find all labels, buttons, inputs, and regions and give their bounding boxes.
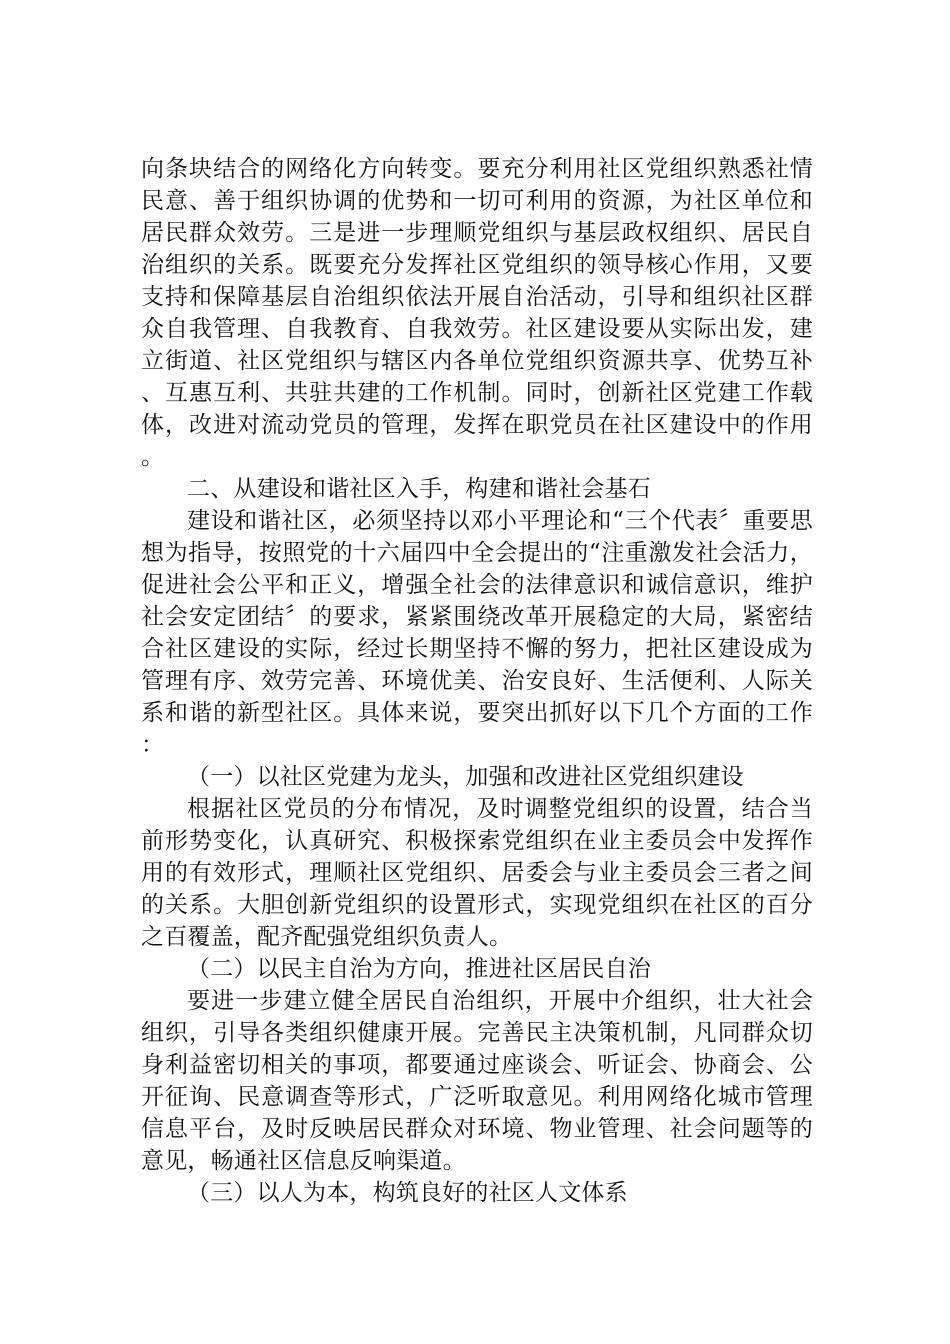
subsection-heading-3: （三）以人为本，构筑良好的社区人文体系 [187, 1180, 628, 1206]
subsection-heading-1: （一）以社区党建为龙头，加强和改进社区党组织建设 [187, 764, 744, 790]
paragraph-resident-autonomy: 要进一步建立健全居民自治组织，开展中介组织，壮大社会组织，引导各类组织健康开展。完善民主决策机制，凡同群众切身利益密切相关的事项，都要通过座谈会、听证会、协商会、公开征询、民意调查等形式，广泛听取意见。利用网络化城市管理信息平台，及时反映居民群众对环境、物业管理、社会问题等的意见，畅通社区信息反响渠道。 [141, 988, 813, 1174]
section-heading-2: 二、从建设和谐社区入手，构建和谐社会基石 [187, 476, 651, 502]
paragraph-harmonious-community: 建设和谐社区，必须坚持以邓小平理论和“三个代表〞重要思想为指导，按照党的十六届四中全会提出的“注重激发社会活力，促进社会公平和正义，增强全社会的法律意识和诚信意识，维护社会安定团结〞的要求，紧紧围绕改革开展稳定的大局，紧密结合社区建设的实际，经过长期坚持不懈的努力，把社区建设成为管理有序、效劳完善、环境优美、治安良好、生活便利、人际关系和谐的新型社区。具体来说，要突出抓好以下几个方面的工作： [141, 508, 813, 758]
paragraph-party-organization: 根据社区党员的分布情况，及时调整党组织的设置，结合当前形势变化，认真研究、积极探索党组织在业主委员会中发挥作用的有效形式，理顺社区党组织、居委会与业主委员会三者之间的关系。大胆创新党组织的设置形式，实现党组织在社区的百分之百覆盖，配齐配强党组织负责人。 [141, 796, 813, 950]
subsection-heading-2: （二）以民主自治为方向，推进社区居民自治 [187, 956, 651, 982]
paragraph-continued: 向条块结合的网络化方向转变。要充分利用社区党组织熟悉社情民意、善于组织协调的优势和一切可利用的资源，为社区单位和居民群众效劳。三是进一步理顺党组织与基层政权组织、居民自治组织的关系。既要充分发挥社区党组织的领导核心作用，又要支持和保障基层自治组织依法开展自治活动，引导和组织社区群众自我管理、自我教育、自我效劳。社区建设要从实际出发，建立街道、社区党组织与辖区内各单位党组织资源共享、优势互补、互惠互利、共驻共建的工作机制。同时，创新社区党建工作载体，改进对流动党员的管理，发挥在职党员在社区建设中的作用。 [141, 156, 813, 470]
document-body [141, 153, 813, 1209]
